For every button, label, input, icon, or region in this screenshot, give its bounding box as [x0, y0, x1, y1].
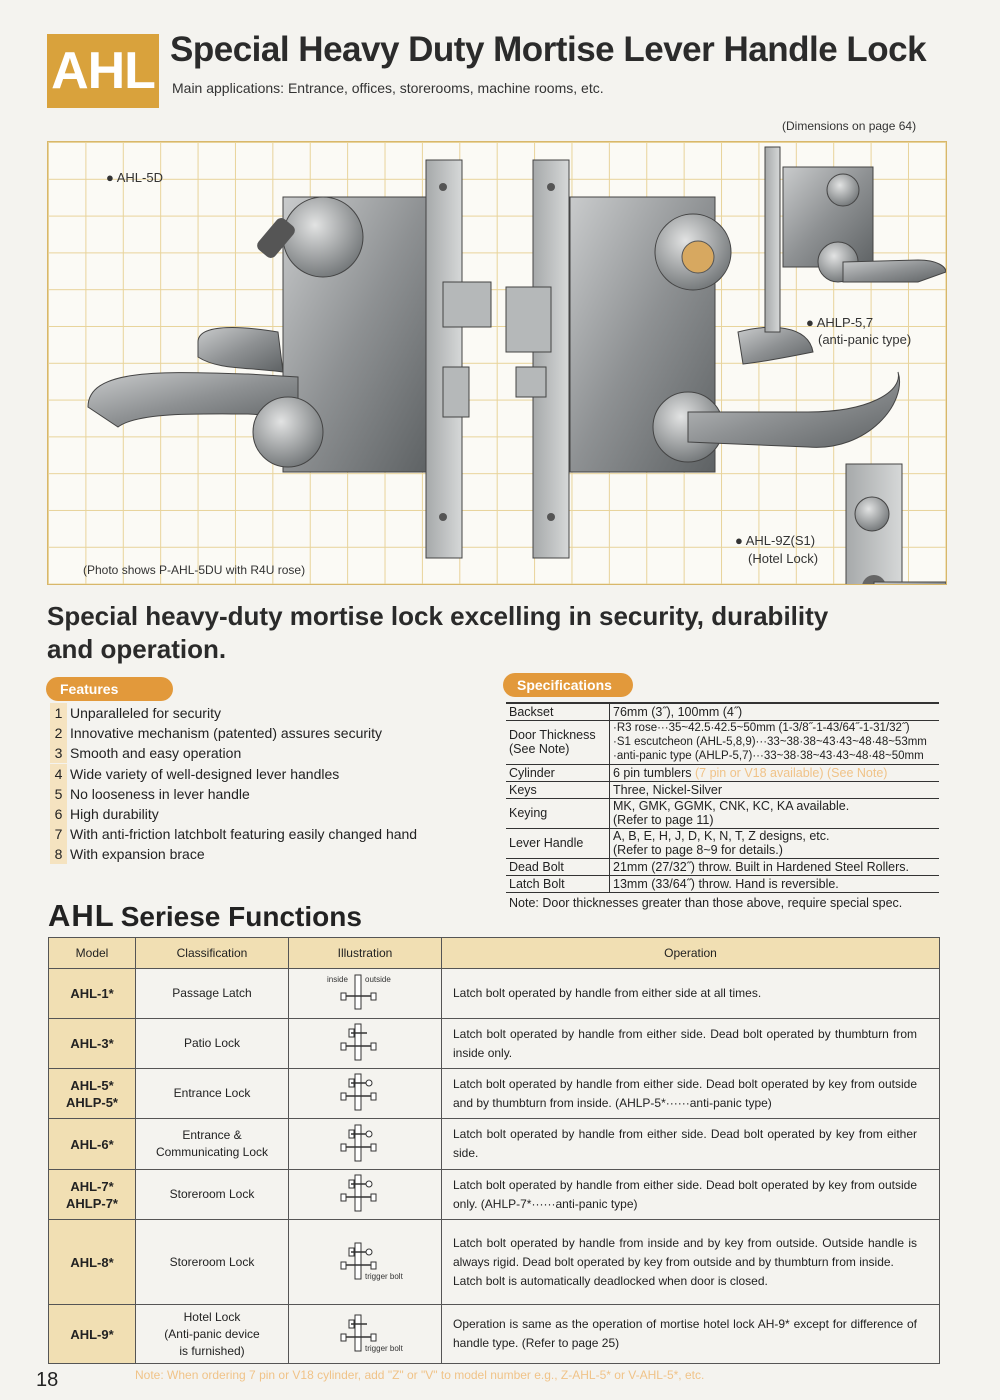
function-diagram-icon [315, 971, 415, 1013]
spec-row [506, 781, 939, 798]
label-ahlp-sub: (anti-panic type) [818, 332, 912, 347]
feature-text: No looseness in lever handle [70, 785, 250, 802]
feature-number: 5 [50, 784, 67, 804]
model-cell: AHL-5* AHLP-5* [49, 1069, 136, 1119]
spec-value-line: A, B, E, H, J, D, K, N, T, Z designs, etc. [613, 829, 830, 843]
classification-cell: Patio Lock [136, 1019, 289, 1069]
spec-key: Backset [506, 703, 610, 720]
spec-value-line: MK, GMK, GGMK, CNK, KC, KA available. [613, 799, 850, 813]
table-row [49, 1220, 940, 1305]
page-title: Special Heavy Duty Mortise Lever Handle Lock [170, 30, 927, 69]
feature-number: 8 [50, 844, 67, 864]
page-subtitle: Main applications: Entrance, offices, storerooms, machine rooms, etc. [172, 80, 604, 96]
operation-cell: Latch bolt operated by handle from either side at all times. [442, 969, 940, 1019]
function-diagram-icon [315, 1020, 415, 1064]
feature-text: With expansion brace [70, 846, 205, 863]
feature-number: 4 [50, 764, 67, 784]
spec-value-line: Three, Nickel-Silver [613, 782, 723, 797]
table-row [49, 1119, 940, 1170]
spec-value-line: (Refer to page 8~9 for details.) [613, 843, 783, 857]
spec-value-line: 13mm (33/64˝) throw. Hand is reversible. [613, 876, 839, 891]
feature-number: 7 [50, 824, 67, 844]
illustration-cell [289, 1220, 442, 1305]
series-title [48, 898, 362, 934]
table-row [49, 969, 940, 1019]
feature-number: 2 [50, 723, 67, 743]
operation-cell: Operation is same as the operation of mortise hotel lock AH-9* except for difference of handle type. (Refer to page 25) [442, 1305, 940, 1364]
spec-value [610, 764, 940, 781]
feature-text: Smooth and easy operation [70, 745, 242, 762]
function-diagram-icon [315, 1239, 415, 1283]
spec-value [610, 703, 940, 720]
table-row [49, 1305, 940, 1364]
illustration-cell [289, 1019, 442, 1069]
feature-number: 1 [50, 703, 67, 723]
spec-value [610, 875, 940, 892]
illus-inside-label: inside [327, 975, 348, 984]
model-cell: AHL-6* [49, 1119, 136, 1170]
feature-item [50, 723, 417, 743]
feature-item [50, 844, 417, 864]
illus-outside-label: outside [365, 975, 391, 984]
ahlp-inset [765, 147, 946, 332]
feature-text: Unparalleled for security [70, 705, 221, 721]
spec-value [610, 858, 940, 875]
label-ahlp: ● AHLP-5,7 [806, 315, 874, 330]
classification-cell: Storeroom Lock [136, 1170, 289, 1220]
spec-row [506, 828, 939, 858]
feature-text: Wide variety of well-designed lever handles [70, 765, 340, 782]
label-ahl-5d: ● AHL-5D [106, 170, 163, 185]
illustration-cell [289, 1119, 442, 1170]
feature-number: 3 [50, 743, 67, 763]
illustration-cell [289, 969, 442, 1019]
spec-value-line: 76mm (3˝), 100mm (4˝) [613, 704, 743, 719]
function-diagram-icon [315, 1171, 415, 1215]
label-hotel-sub: (Hotel Lock) [748, 551, 819, 566]
classification-cell: Entrance & Communicating Lock [136, 1119, 289, 1170]
spec-value [610, 798, 940, 828]
footer-note: Note: When ordering 7 pin or V18 cylinder, add "Z" or "V" to model number e.g., Z-AHL-5* or V-AHL-5*, etc. [135, 1368, 705, 1382]
spec-row [506, 875, 939, 892]
function-diagram-icon [315, 1070, 415, 1114]
specifications-note: Note: Door thicknesses greater than those above, require special spec. [509, 896, 903, 910]
features-title: Features [46, 677, 173, 701]
column-header: Operation [442, 938, 940, 969]
spec-key: Door Thickness (See Note) [506, 720, 610, 764]
illus-trigger-label: trigger bolt [365, 1343, 403, 1353]
specifications-title: Specifications [503, 673, 633, 697]
illustration-cell [289, 1170, 442, 1220]
headline: Special heavy-duty mortise lock excelling in security, durability and operation. [47, 601, 829, 664]
lock-illustration [48, 142, 946, 584]
feature-item [50, 764, 417, 784]
product-photo [47, 141, 947, 585]
hotel-lock-inset [846, 464, 946, 584]
spec-key: Cylinder [506, 764, 610, 781]
operation-cell: Latch bolt operated by handle from either side. Dead bolt operated by key from either side. [442, 1119, 940, 1170]
dimensions-note: (Dimensions on page 64) [782, 119, 917, 133]
specifications-table [506, 702, 939, 893]
spec-row [506, 720, 939, 764]
illustration-cell [289, 1069, 442, 1119]
series-code: AHL [48, 898, 115, 933]
spec-value-line [613, 766, 936, 780]
spec-row [506, 703, 939, 720]
feature-item [50, 743, 417, 763]
table-row [49, 1170, 940, 1220]
model-cell: AHL-9* [49, 1305, 136, 1364]
illus-trigger-label: trigger bolt [365, 1271, 403, 1281]
classification-cell: Hotel Lock (Anti-panic device is furnished) [136, 1305, 289, 1364]
spec-row [506, 858, 939, 875]
feature-text: High durability [70, 805, 159, 822]
column-header: Model [49, 938, 136, 969]
model-cell: AHL-3* [49, 1019, 136, 1069]
operation-cell: Latch bolt operated by handle from either side. Dead bolt operated by thumbturn from inside only. [442, 1019, 940, 1069]
model-cell: AHL-1* [49, 969, 136, 1019]
feature-item [50, 784, 417, 804]
spec-value [610, 720, 940, 764]
spec-key: Lever Handle [506, 828, 610, 858]
spec-key: Latch Bolt [506, 875, 610, 892]
spec-key: Dead Bolt [506, 858, 610, 875]
feature-item [50, 703, 417, 723]
spec-row [506, 764, 939, 781]
table-row [49, 1069, 940, 1119]
spec-value-line: ·S1 escutcheon (AHL-5,8,9)···33~38·38~43·43~48·48~53mm [613, 736, 927, 748]
spec-value-main: 6 pin tumblers [613, 765, 692, 780]
spec-value-line: ·anti-panic type (AHLP-5,7)···33~38·38~43·43~48·48~50mm [613, 750, 924, 762]
operation-cell: Latch bolt operated by handle from either side. Dead bolt operated by key from outside and by thumbturn from inside. (AHLP-5*······anti-panic type) [442, 1069, 940, 1119]
feature-item [50, 824, 417, 844]
spec-key: Keys [506, 781, 610, 798]
spec-value [610, 828, 940, 858]
label-hotel: ● AHL-9Z(S1) [735, 533, 816, 548]
feature-number: 6 [50, 804, 67, 824]
spec-row [506, 798, 939, 828]
function-diagram-icon [315, 1121, 415, 1165]
operation-cell: Latch bolt operated by handle from inside and by key from outside. Outside handle is always rigid. Dead bolt operated by key from outside and by thumbturn from inside. Latch bolt is automatically deadlocked when door is closed. [442, 1220, 940, 1305]
classification-cell: Storeroom Lock [136, 1220, 289, 1305]
spec-value-line: (Refer to page 11) [613, 813, 714, 827]
model-cell: AHL-8* [49, 1220, 136, 1305]
table-row [49, 1019, 940, 1069]
feature-text: With anti-friction latchbolt featuring easily changed hand [70, 826, 418, 843]
illustration-cell [289, 1305, 442, 1364]
classification-cell: Passage Latch [136, 969, 289, 1019]
spec-value-line: 21mm (27/32˝) throw. Built in Hardened Steel Rollers. [613, 859, 909, 874]
brand-logo: AHL [47, 34, 159, 108]
function-diagram-icon [315, 1311, 415, 1355]
operation-cell: Latch bolt operated by handle from either side. Dead bolt operated by key from outside only. (AHLP-7*······anti-panic type) [442, 1170, 940, 1220]
column-header: Classification [136, 938, 289, 969]
spec-value [610, 781, 940, 798]
classification-cell: Entrance Lock [136, 1069, 289, 1119]
spec-key: Keying [506, 798, 610, 828]
left-lock-body [88, 160, 491, 558]
photo-caption: (Photo shows P-AHL-5DU with R4U rose) [83, 563, 306, 577]
model-cell: AHL-7* AHLP-7* [49, 1170, 136, 1220]
features-list [50, 703, 417, 865]
spec-value-line: ·R3 rose···35~42.5·42.5~50mm (1-3/8˝-1-43/64˝-1-31/32˝) [613, 722, 910, 734]
spec-value-extra: (7 pin or V18 available) (See Note) [691, 765, 888, 780]
feature-item [50, 804, 417, 824]
column-header: Illustration [289, 938, 442, 969]
series-functions-table [48, 937, 940, 1364]
feature-text: Innovative mechanism (patented) assures security [70, 725, 383, 742]
page-number: 18 [36, 1369, 59, 1391]
series-title-text: Seriese Functions [120, 901, 362, 932]
